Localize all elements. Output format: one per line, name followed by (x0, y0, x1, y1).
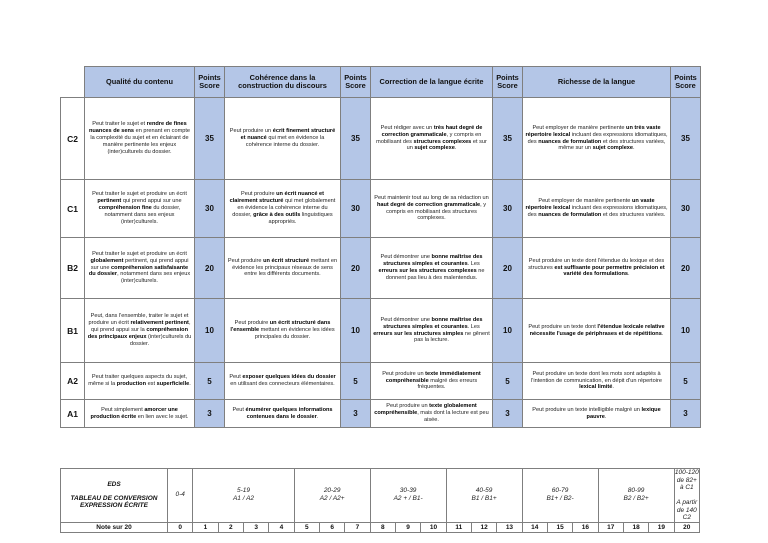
corner-cell (61, 67, 85, 98)
score-cell: 20 (341, 238, 371, 299)
grid-row-b2 (61, 238, 701, 299)
conversion-range: 100-120 de 82+ à C1 A partir de 140 C2 (674, 469, 699, 521)
descriptor-richness: Peut produire un texte dont les mots sont adaptés à l'intention de communication, en dépit d'un répertoire lexical limité. (523, 363, 671, 400)
header-correction: Correction de la langue écrite (371, 67, 493, 98)
descriptor-correction: Peut produire un texte immédiatement compréhensible malgré des erreurs fréquentes. (371, 363, 493, 400)
score-cell: 30 (671, 180, 701, 238)
score-cell: 30 (195, 180, 225, 238)
note-value: 8 (370, 522, 395, 532)
descriptor-coherence: Peut énumérer quelques informations contenues dans le dossier. (225, 400, 341, 428)
conversion-range-row (61, 469, 700, 523)
note-value: 19 (649, 522, 674, 532)
descriptor-correction: Peut maintenir tout au long de sa rédaction un haut degré de correction grammaticale, y compris en mobilisant des structures complexes. (371, 180, 493, 238)
note-value: 6 (319, 522, 344, 532)
conversion-title (61, 469, 168, 523)
grid-row-a2 (61, 363, 701, 400)
conversion-range: 5-19 A1 / A2 (193, 469, 294, 523)
note-value: 12 (471, 522, 496, 532)
level-label: B1 (61, 299, 85, 363)
note-value: 14 (522, 522, 547, 532)
score-cell: 35 (671, 98, 701, 180)
conversion-range: 80-99 B2 / B2+ (598, 469, 674, 523)
score-cell: 10 (341, 299, 371, 363)
descriptor-richness: Peut produire un texte dont l'étendue du lexique et des structures est suffisante pour permettre précision et variété des formulations. (523, 238, 671, 299)
score-cell: 20 (195, 238, 225, 299)
level-label: C1 (61, 180, 85, 238)
descriptor-coherence: Peut produire un écrit structuré mettant en évidence les principaux réseaux de sens entre les différents documents. (225, 238, 341, 299)
note-label: Note sur 20 (61, 522, 168, 532)
score-cell: 35 (195, 98, 225, 180)
header-points: Points Score (493, 67, 523, 98)
descriptor-content: Peut traiter quelques aspects du sujet, même si la production est superficielle. (85, 363, 195, 400)
descriptor-richness: Peut produire un texte dont l'étendue lexicale relative nécessite l'usage de périphrases et de répétitions. (523, 299, 671, 363)
score-cell: 3 (671, 400, 701, 428)
note-value: 1 (193, 522, 218, 532)
descriptor-correction: Peut produire un texte globalement compréhensible, mais dont la lecture est peu aisée. (371, 400, 493, 428)
header-content: Qualité du contenu (85, 67, 195, 98)
conversion-range: 40-59 B1 / B1+ (446, 469, 522, 523)
score-cell: 5 (671, 363, 701, 400)
grid-header-row (61, 67, 701, 98)
grid-row-c2 (61, 98, 701, 180)
level-label: C2 (61, 98, 85, 180)
descriptor-coherence: Peut exposer quelques idées du dossier en utilisant des connecteurs élémentaires. (225, 363, 341, 400)
grid-row-a1 (61, 400, 701, 428)
score-cell: 35 (493, 98, 523, 180)
descriptor-richness: Peut produire un texte intelligible malgré un lexique pauvre. (523, 400, 671, 428)
grid-row-c1 (61, 180, 701, 238)
score-cell: 5 (493, 363, 523, 400)
score-cell: 5 (341, 363, 371, 400)
note-value: 3 (243, 522, 268, 532)
descriptor-richness: Peut employer de manière pertinente un vaste répertoire lexical incluant des expressions idiomatiques, des nuances de formulation et des structures variées. (523, 180, 671, 238)
header-points: Points Score (195, 67, 225, 98)
level-label: A2 (61, 363, 85, 400)
conversion-range: 20-29 A2 / A2+ (294, 469, 370, 523)
descriptor-richness: Peut employer de manière pertinente un très vaste répertoire lexical incluant des expressions idiomatiques, des nuances de formulation et des structures variées, même sur un sujet complexe. (523, 98, 671, 180)
conversion-range: 0-4 (168, 469, 193, 523)
header-points: Points Score (671, 67, 701, 98)
note-value: 0 (168, 522, 193, 532)
note-value: 18 (623, 522, 648, 532)
score-cell: 30 (341, 180, 371, 238)
score-cell: 5 (195, 363, 225, 400)
descriptor-coherence: Peut produire un écrit structuré dans l'ensemble mettant en évidence les idées principales du dossier. (225, 299, 341, 363)
note-value: 11 (446, 522, 471, 532)
conversion-note-row (61, 522, 700, 532)
header-points: Points Score (341, 67, 371, 98)
score-cell: 30 (493, 180, 523, 238)
descriptor-correction: Peut démontrer une bonne maîtrise des structures simples et courantes. Les erreurs sur les structures simples ne gênent pas la lecture. (371, 299, 493, 363)
note-value: 10 (421, 522, 446, 532)
note-value: 5 (294, 522, 319, 532)
note-value: 7 (345, 522, 370, 532)
conversion-table (60, 468, 700, 533)
note-value: 15 (547, 522, 572, 532)
evaluation-grid (60, 66, 701, 428)
conversion-range: 30-39 A2 + / B1- (370, 469, 446, 523)
score-cell: 3 (493, 400, 523, 428)
note-value: 4 (269, 522, 294, 532)
score-cell: 10 (671, 299, 701, 363)
score-cell: 10 (493, 299, 523, 363)
note-value: 2 (218, 522, 243, 532)
descriptor-content: Peut, dans l'ensemble, traiter le sujet et produire un écrit relativement pertinent, qui prend appui sur la compréhension des principaux enjeux (inter)culturels du dossier. (85, 299, 195, 363)
note-value: 9 (395, 522, 420, 532)
conversion-title-text: EDS TABLEAU DE CONVERSION EXPRESSION ÉCRITE (70, 481, 158, 510)
descriptor-content: Peut simplement amorcer une production écrite en lien avec le sujet. (85, 400, 195, 428)
level-label: B2 (61, 238, 85, 299)
level-label: A1 (61, 400, 85, 428)
descriptor-content: Peut traiter le sujet et produire un écrit pertinent qui prend appui sur une compréhension fine du dossier, notamment dans ses enjeux (inter)culturels. (85, 180, 195, 238)
score-cell: 20 (493, 238, 523, 299)
descriptor-content: Peut traiter le sujet et rendre de fines nuances de sens en prenant en compte la complexité du sujet et en éclairant de manière pertinente les enjeux (inter)culturels du dossier. (85, 98, 195, 180)
descriptor-correction: Peut rédiger avec un très haut degré de correction grammaticale, y compris en mobilisant des structures complexes et sur un sujet complexe. (371, 98, 493, 180)
header-richness: Richesse de la langue (523, 67, 671, 98)
descriptor-correction: Peut démontrer une bonne maîtrise des structures simples et courantes. Les erreurs sur les structures complexes ne donnent pas lieu à des malentendus. (371, 238, 493, 299)
grid-row-b1 (61, 299, 701, 363)
header-coherence: Cohérence dans la construction du discours (225, 67, 341, 98)
conversion-range: 60-79 B1+ / B2- (522, 469, 598, 523)
note-value: 13 (497, 522, 522, 532)
score-cell: 10 (195, 299, 225, 363)
score-cell: 35 (341, 98, 371, 180)
descriptor-coherence: Peut produire un écrit nuancé et clairement structuré qui met globalement en évidence la cohérence interne du dossier, grâce à des outils linguistiques appropriés. (225, 180, 341, 238)
score-cell: 3 (195, 400, 225, 428)
note-value: 20 (674, 522, 699, 532)
score-cell: 20 (671, 238, 701, 299)
note-value: 16 (573, 522, 598, 532)
descriptor-coherence: Peut produire un écrit finement structuré et nuancé qui met en évidence la cohérence interne du dossier. (225, 98, 341, 180)
descriptor-content: Peut traiter le sujet et produire un écrit globalement pertinent, qui prend appui sur une compréhension satisfaisante du dossier, notamment dans ses enjeux (inter)culturels. (85, 238, 195, 299)
note-value: 17 (598, 522, 623, 532)
score-cell: 3 (341, 400, 371, 428)
